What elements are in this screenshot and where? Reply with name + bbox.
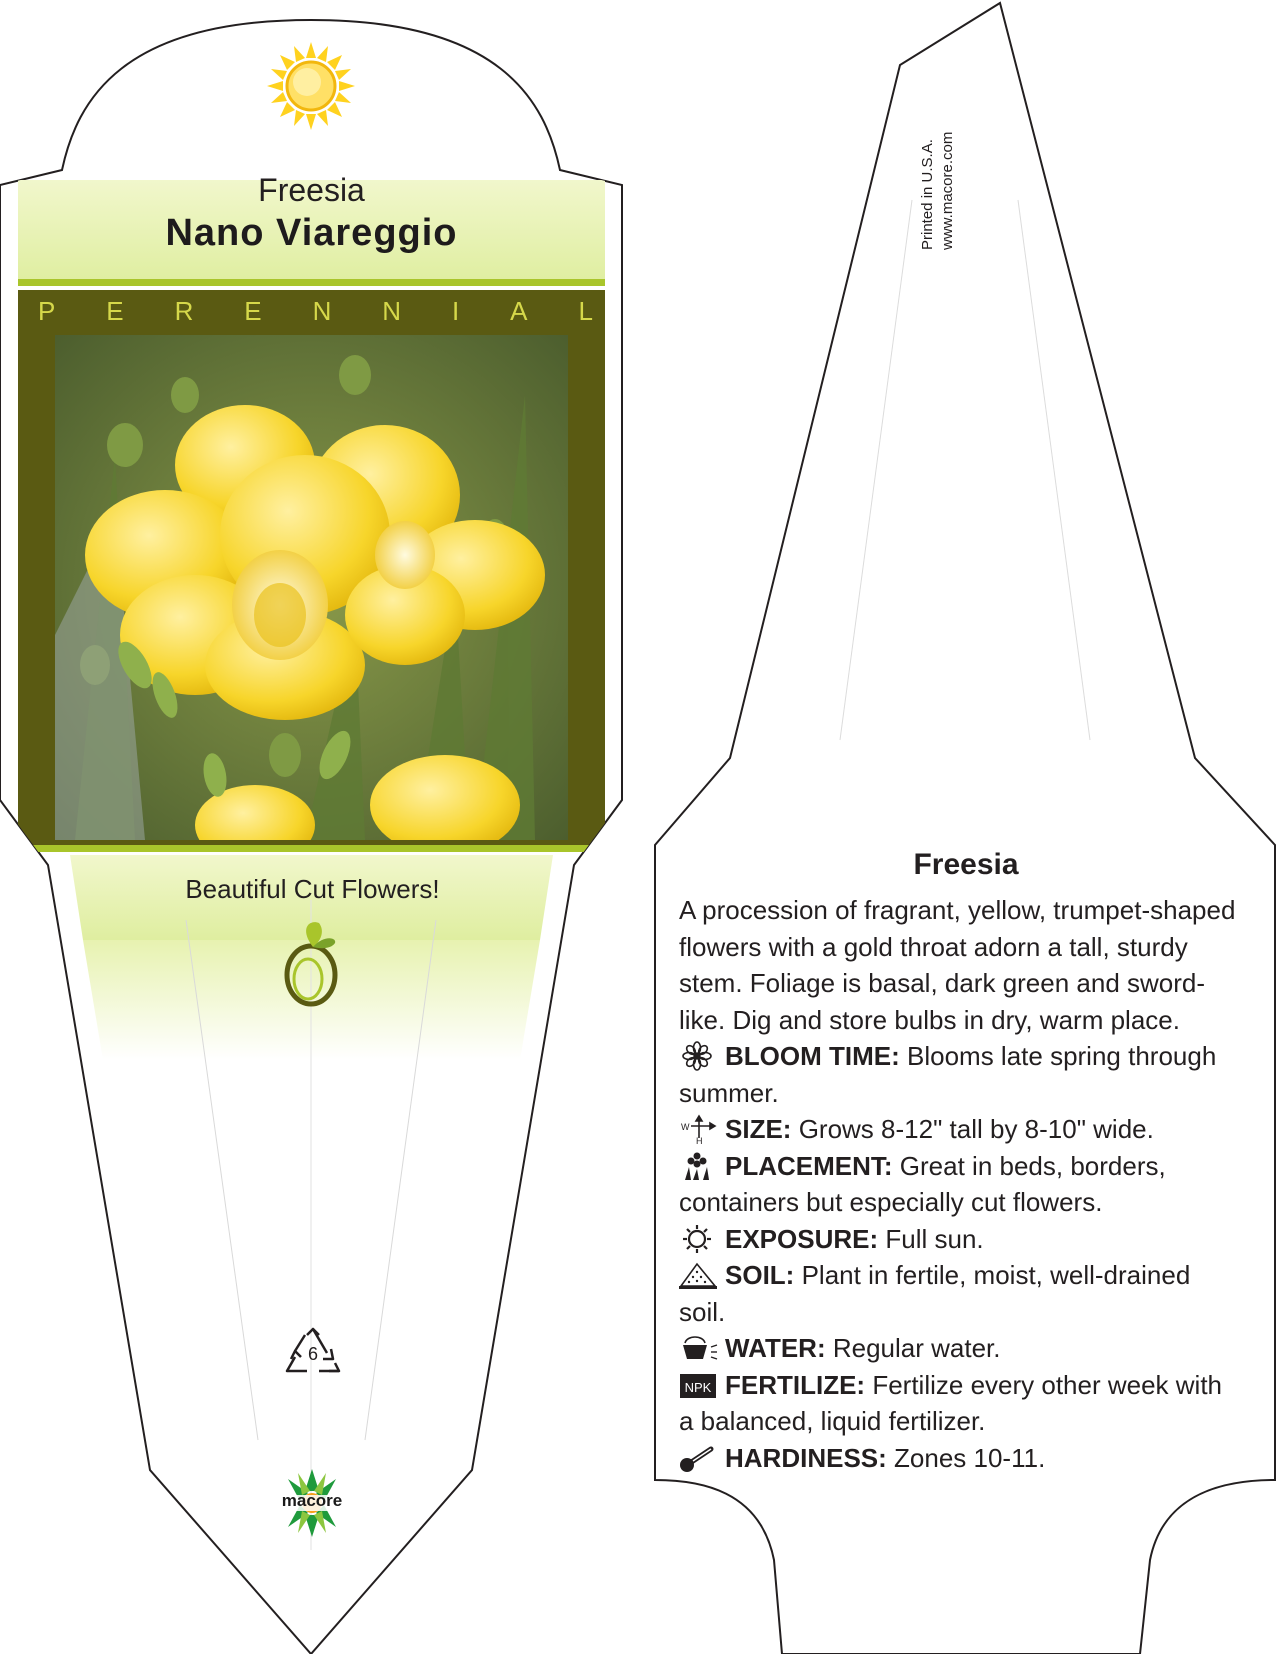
sun-icon — [267, 42, 355, 130]
attr-text: Full sun. — [885, 1223, 984, 1254]
npk-icon — [679, 1370, 719, 1400]
plant-cultivar: Nano Viareggio — [165, 212, 458, 254]
attr-text: Grows 8-12" tall by 8-10" wide. — [798, 1114, 1154, 1144]
category-letter: I — [452, 296, 460, 326]
attr-label: EXPOSURE: — [725, 1223, 879, 1254]
placement-icon — [679, 1151, 719, 1181]
attr-text: Zones 10-11. — [894, 1442, 1046, 1473]
attr-label: HARDINESS: — [725, 1442, 887, 1473]
size-icon — [679, 1114, 719, 1144]
attr-text: Fertilize every other week with a balanced, liquid fertilizer. — [679, 1369, 1223, 1436]
attr-label: SOIL: — [725, 1260, 795, 1290]
category-label — [38, 296, 593, 330]
attr-placement — [679, 1148, 1239, 1221]
attr-label: WATER: — [725, 1333, 826, 1363]
water-icon — [679, 1333, 719, 1363]
printed-in: Printed in U.S.A. — [919, 139, 936, 250]
bloom-icon — [679, 1041, 719, 1071]
category-letter: R — [174, 296, 194, 326]
attr-label: SIZE: — [725, 1114, 792, 1144]
category-letter: A — [510, 296, 528, 326]
attr-size — [679, 1111, 1239, 1148]
recycle-code: 6 — [307, 1344, 318, 1364]
attr-text: Great in beds, borders, containers but especially cut flowers. — [679, 1150, 1166, 1217]
tagline: Beautiful Cut Flowers! — [185, 874, 440, 904]
attr-bloom — [679, 1038, 1239, 1111]
attr-label: PLACEMENT: — [725, 1150, 893, 1181]
website: www.macore.com — [939, 131, 956, 250]
attr-label: BLOOM TIME: — [725, 1041, 900, 1071]
category-letter: N — [382, 296, 402, 326]
flower-photo — [55, 335, 568, 840]
category-letter: N — [312, 296, 332, 326]
attr-text: Regular water. — [832, 1333, 1001, 1363]
category-letter: P — [38, 296, 56, 326]
attr-text: Blooms late spring through summer. — [679, 1041, 1217, 1108]
category-letter: E — [106, 296, 124, 326]
npk-label: NPK — [684, 1379, 712, 1395]
plant-genus: Freesia — [258, 172, 365, 208]
attr-label: FERTILIZE: — [725, 1369, 866, 1400]
attr-fertilize — [679, 1367, 1239, 1440]
category-letter: E — [244, 296, 262, 326]
brand-name: macore — [281, 1491, 343, 1510]
svg-text:W: W — [681, 1122, 690, 1132]
attr-hardiness — [679, 1440, 1239, 1477]
attr-exposure — [679, 1221, 1239, 1258]
print-info — [918, 70, 978, 250]
attr-text: Plant in fertile, moist, well-drained soil. — [679, 1260, 1191, 1327]
category-letter: L — [578, 296, 593, 326]
soil-icon — [679, 1260, 719, 1290]
exposure-icon — [679, 1224, 719, 1254]
care-info — [679, 892, 1239, 1476]
description: A procession of fragrant, yellow, trumpet-shaped flowers with a gold throat adorn a tall, sturdy stem. Foliage is basal, dark green and sword-like. Dig and store bulbs in dry, warm place. — [679, 895, 1236, 1035]
back-heading: Freesia — [913, 848, 1019, 881]
attr-soil — [679, 1257, 1239, 1330]
attr-water — [679, 1330, 1239, 1367]
svg-text:H: H — [696, 1136, 703, 1144]
hardiness-icon — [679, 1443, 719, 1473]
